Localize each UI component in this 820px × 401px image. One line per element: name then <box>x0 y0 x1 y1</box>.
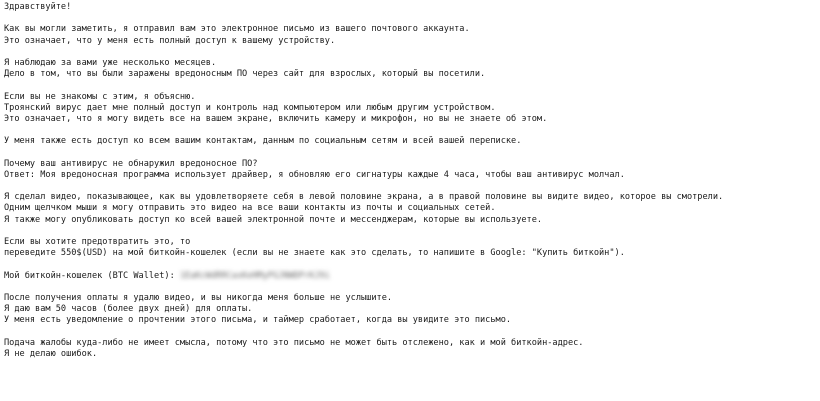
wallet-row <box>4 271 820 282</box>
paragraph-line: Если вы не знакомы с этим, я объясню. <box>4 91 196 102</box>
paragraph-1 <box>4 24 820 46</box>
paragraph-line: Дело в том, что вы были заражены вредоносным ПО через сайт для взрослых, который вы посетили. <box>4 69 486 80</box>
paragraph-line: Почему ваш антивирус не обнаружил вредоносное ПО? <box>4 158 258 169</box>
blank-line <box>4 13 820 24</box>
paragraph-line: Я наблюдаю за вами уже несколько месяцев. <box>4 57 217 68</box>
paragraph-line: Это означает, что у меня есть полный доступ к вашему устройству. <box>4 35 336 46</box>
paragraph-line: У меня есть уведомление о прочтении этого письма, и таймер сработает, когда вы увидите это письмо. <box>4 315 512 326</box>
paragraph-8 <box>4 293 820 327</box>
paragraph-7 <box>4 237 820 259</box>
greeting: Здравствуйте! <box>4 2 72 12</box>
paragraph-line: Троянский вирус дает мне полный доступ и контроль над компьютером или любым другим устройством. <box>4 102 496 113</box>
wallet-address-redacted: 1EaKcWdRRCaxKeHMyPGJNWDPrKJ9i <box>179 270 330 281</box>
paragraph-line: Я также могу опубликовать доступ ко всей вашей электронной почте и мессенджерам, которые вы используете. <box>4 214 543 225</box>
paragraph-9 <box>4 338 820 360</box>
paragraph-3 <box>4 92 820 126</box>
paragraph-4 <box>4 136 820 147</box>
wallet-line <box>4 271 820 282</box>
paragraph-line: Я даю вам 50 часов (более двух дней) для оплаты. <box>4 304 253 315</box>
paragraph-line: После получения оплаты я удалю видео, и вы никогда меня больше не услышите. <box>4 292 393 303</box>
paragraph-line: Одним щелчком мыши я могу отправить это видео на все ваши контакты из почты и социальных сетей. <box>4 203 496 214</box>
paragraph-line: Я сделал видео, показывающее, как вы удовлетворяете себя в левой половине экрана, а в правой половине вы видите видео, которое вы смотрели. <box>4 192 724 203</box>
paragraph-6 <box>4 192 820 226</box>
paragraph-line: Ответ: Моя вредоносная программа использует драйвер, я обновляю его сигнатуры каждые 4 часа, чтобы ваш антивирус молчал. <box>4 169 625 180</box>
paragraph-5 <box>4 159 820 181</box>
paragraph-line: переведите 550$(USD) на мой биткойн-кошелек (если вы не знаете как это сделать, то напишите в Google: "Купить биткойн"). <box>4 248 625 259</box>
paragraph-line: Подача жалобы куда-либо не имеет смысла, потому что это письмо не может быть отслежено, как и мой биткойн-адрес. <box>4 337 584 348</box>
paragraph-line: Если вы хотите предотвратить это, то <box>4 236 191 247</box>
paragraph-line: Как вы могли заметить, я отправил вам это электронное письмо из вашего почтового аккаунта. <box>4 24 470 35</box>
wallet-label: Мой биткойн-кошелек (BTC Wallet): <box>4 270 175 281</box>
paragraph-line: Это означает, что я могу видеть все на вашем экране, включить камеру и микрофон, но вы не знаете об этом. <box>4 113 548 124</box>
paragraph-line: Я не делаю ошибок. <box>4 348 98 359</box>
paragraph-2 <box>4 58 820 80</box>
paragraph-line: У меня также есть доступ ко всем вашим контактам, данным по социальным сетям и всей вашей переписке. <box>4 136 522 147</box>
